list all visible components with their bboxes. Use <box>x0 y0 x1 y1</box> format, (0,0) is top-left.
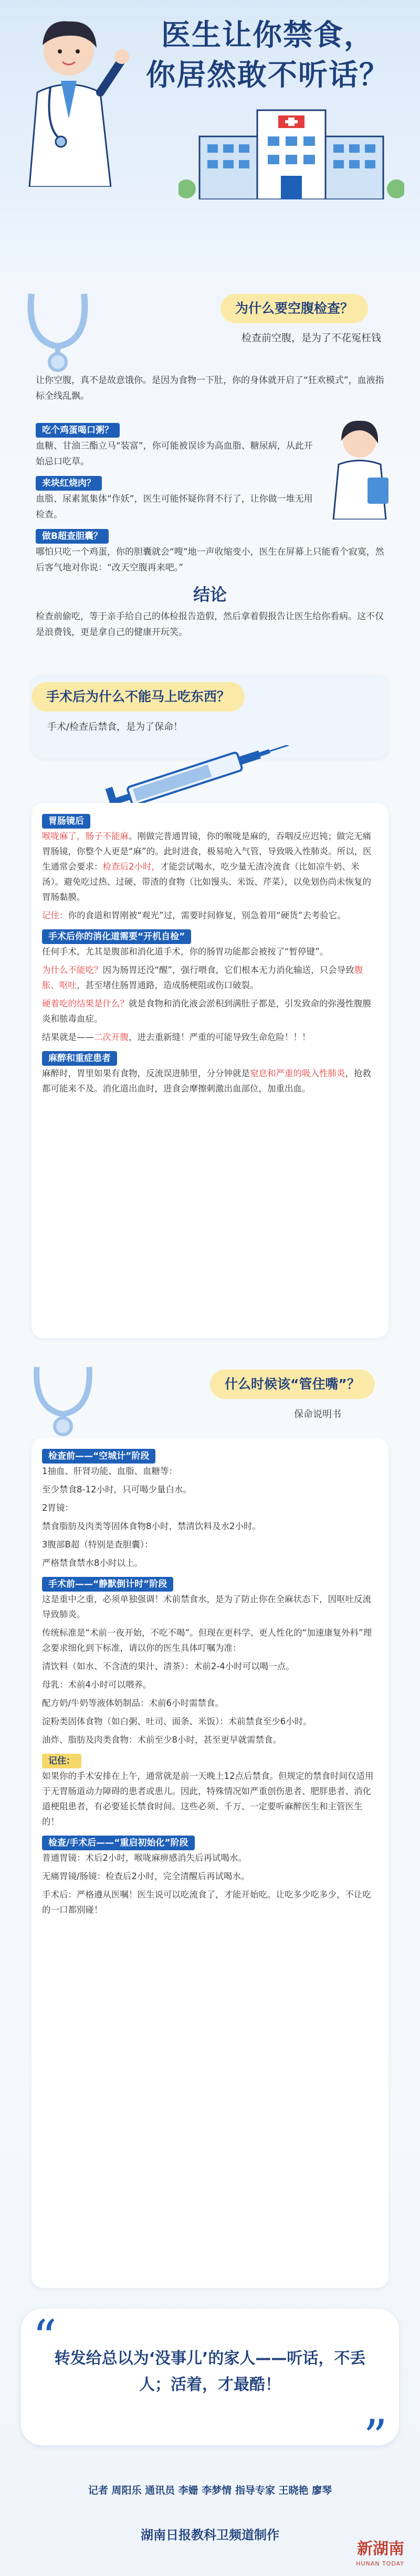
section2-item3-tag: 麻醉和重症患者 <box>42 1051 117 1066</box>
doctor-illustration <box>8 14 129 187</box>
section2-item2-text: 任何手术，尤其是腹部和消化道手术，你的肠胃功能都会被按了“暂停键”。 <box>42 947 329 957</box>
hospital-illustration <box>178 105 404 199</box>
credits: 记者 周阳乐 通讯员 李姗 李梦情 指导专家 王晓艳 廖琴 <box>88 2485 332 2496</box>
section3-item3-note: 如果你的手术安排在上午，通常就是前一天晚上12点后禁食。但规定的禁食时间仅适用于无胃肠道动力障碍的患者或患儿。因此，特殊情况如严重创伤患者、肥胖患者、消化道梗阻患者，有必要延长禁食时间。这些必须、千万、一定要听麻醉医生和主管医生的！ <box>42 1771 374 1827</box>
stethoscope-icon-2 <box>21 1359 116 1438</box>
section2-item2-q1-label: 为什么不能吃？ <box>42 965 103 975</box>
hero-title-line2: 你居然敢不听话？ <box>146 58 390 92</box>
section1-items <box>36 420 384 579</box>
section3-item1-l1: 1抽血、肝肾功能、血脂、血糖等： <box>42 1466 177 1476</box>
section2-item1-body: 。刚做完普通胃镜，你的喉咙是麻的，吞咽反应迟钝；做完无痛胃肠镜，你整个人更是“麻”的。此时进食，极易呛入气管，导致吸入性肺炎。所以，医生通常会要求： <box>42 831 372 872</box>
section2-item2-q1-red: 腹胀、呕吐 <box>42 965 363 990</box>
section2-item2-q3-end: ，进去重新缝！严重的可能导致生命危险！！！ <box>129 1032 311 1042</box>
stethoscope-icon <box>10 283 116 373</box>
section3-title: 什么时候该“管住嘴”？ <box>210 1370 375 1399</box>
section2-item3-body: 麻醉时，胃里如果有食物，反流误进肺里，分分钟就是 <box>42 1068 250 1078</box>
section3-item1-l2: 至少禁食8-12小时，只可喝少量白水。 <box>42 1485 192 1494</box>
section1-item3-text: 哪怕只吃一个鸡蛋，你的胆囊就会“嗖”地一声收缩变小，医生在屏幕上只能看个寂寞，然后客气地对你说：“改天空腹再来吧。” <box>36 547 384 573</box>
section3-item1-tag: 检查前——“空城计”阶段 <box>42 1449 155 1464</box>
close-quote-icon: ” <box>363 2410 387 2465</box>
section3-item1-l5: 3腹部B超（特别是查胆囊）： <box>42 1540 153 1550</box>
section2-item3-text <box>42 1066 378 1096</box>
hero-title <box>131 16 404 96</box>
section3-item4-l2: 无痛胃镜/肠镜：检查后2小时，完全清醒后再试喝水。 <box>42 1871 250 1881</box>
section3-item4-l3: 手术后：严格遵从医嘱！医生说可以吃流食了，才能开始吃。让吃多少吃多少，不让吃的一口都别碰！ <box>42 1890 371 1915</box>
logo-subtext: HUNAN TODAY <box>356 2560 404 2567</box>
section3-item1-l3: 2胃镜： <box>42 1503 74 1513</box>
section1-item3-tag: 做B超查胆囊？ <box>36 529 109 544</box>
section2-item2-q1-end: ，甚至堵住肠胃通路，造成肠梗阻或伤口破裂。 <box>77 980 259 990</box>
section2-item1-note-text: 你的食道和胃刚被“观光”过，需要时间修复，别急着用“硬货”去考验它。 <box>68 910 346 920</box>
section1-item2-text: 血脂、尿素氮集体“作妖”，医生可能怀疑你肾不行了，让你做一堆无用检查。 <box>36 494 313 520</box>
section3-subtitle: 保命说明书 <box>294 1409 341 1420</box>
conclusion-text: 检查前偷吃，等于亲手给自己的体检报告造假，然后拿着假报告让医生给你看病。这不仅是浪费钱，更是拿自己的健康开玩笑。 <box>36 611 384 638</box>
section3-item1-l6: 严格禁食禁水8小时以上。 <box>42 1558 143 1568</box>
section1-intro <box>36 373 384 407</box>
section2-item1-body2: 才能尝试喝水，吃少量无渣冷流食（比如凉牛奶、米汤）。避免吃过热、过硬、带渣的食物（比如馒头、米饭、芹菜），以免划伤尚未恢复的胃肠黏膜。 <box>42 862 371 902</box>
section2-item2-q3-red: 二次开腹 <box>94 1032 129 1042</box>
section2-item2-q1 <box>42 962 378 993</box>
section2-items <box>42 811 378 1099</box>
section2-item1-text <box>42 829 378 905</box>
section2-item1-tag: 胃肠镜后 <box>42 814 90 829</box>
section1-intro-text: 让你空腹，真不是故意饿你。是因为食物一下肚，你的身体就开启了“狂欢模式”，血液指标全线乱飘。 <box>36 375 384 401</box>
section1-item1-text: 血糖、甘油三酯立马“装富”，你可能被误诊为高血脂、糖尿病，从此开始忌口吃草。 <box>36 441 313 467</box>
open-quote-icon: “ <box>33 2310 57 2365</box>
section2-item2-tag: 手术后你的消化道需要“开机自检” <box>42 929 191 944</box>
section3-item3-tag: 记住： <box>42 1754 81 1768</box>
section3-item2-l7: 油炸、脂肪及肉类食物：术前至少8小时，甚至更早就需禁食。 <box>42 1735 281 1745</box>
section1-title: 为什么要空腹检查？ <box>220 294 368 323</box>
section2-item2-q2-text: 就是食物和消化液会淤积到满肚子都是，引发致命的弥漫性腹膜炎和脓毒血症。 <box>42 999 371 1024</box>
section3-item2-l6: 淀粉类固体食物（如白粥、吐司、面条、米饭）：术前禁食至少6小时。 <box>42 1716 312 1726</box>
section2-title: 手术后为什么不能马上吃东西？ <box>32 682 245 712</box>
section3-item2-l4: 母乳：术前4小时可以喂养。 <box>42 1680 152 1690</box>
section2-item2-q3 <box>42 1030 378 1045</box>
hero-banner <box>0 0 420 273</box>
section2-item2-q2-label: 硬着吃的结果是什么？ <box>42 999 129 1009</box>
made-by: 湖南日报教科卫频道制作 <box>141 2528 279 2542</box>
section1-item2-tag: 来块红烧肉？ <box>36 476 102 491</box>
section3-item4-tag: 检查/手术后——“重启初始化”阶段 <box>42 1836 195 1850</box>
section1-subtitle: 检查前空腹，是为了不花冤枉钱 <box>242 332 382 344</box>
section2-item1-hl1: 喉咙麻了， <box>42 831 86 841</box>
section3-item2-l2: 传统标准是“术前一夜开始，不吃不喝”。但现在更科学、更人性化的“加速康复外科”理念要求细化到下标准，请以你的医生具体叮嘱为准： <box>42 1628 372 1653</box>
section3-item1-l4: 禁食脂肪及肉类等固体食物8小时，禁清饮料及水2小时。 <box>42 1521 261 1531</box>
section2-item1-hl2: 肠子不能麻 <box>85 831 129 841</box>
logo-text: 新湖南 <box>357 2540 404 2558</box>
section2-item3-red: 窒息和严重的吸入性肺炎 <box>250 1068 345 1078</box>
syringe-icon <box>94 745 294 803</box>
hero-title-line1: 医生让你禁食， <box>161 18 374 52</box>
section2-subtitle: 手术/检查后禁食，是为了保命！ <box>47 722 183 733</box>
section3-item4-l1: 普通胃镜：术后2小时，喉咙麻痹感消失后再试喝水。 <box>42 1853 247 1863</box>
conclusion-title: 结论 <box>193 585 227 605</box>
section2-item2-q2 <box>42 996 378 1026</box>
section2-item2-q1-text: 因为肠胃还没“醒”，强行喂食，它们根本无力消化输送，只会导致 <box>102 965 354 975</box>
section3-item2-tag: 手术前——“静默倒计时”阶段 <box>42 1577 173 1592</box>
section2-item2-q3-label: 结果就是—— <box>42 1032 94 1042</box>
section2-item3-body2: ，抢救都可能来不及。消化道出血时，进食会摩擦刺激出血部位，加重出血。 <box>42 1068 371 1094</box>
section2-item1-hl3: 检查后2小时， <box>102 862 160 872</box>
section3-items <box>42 1446 378 1921</box>
quote-text: 转发给总以为‘没事儿’的家人——听话，不丢人；活着，才最酷！ <box>54 2349 366 2394</box>
section2-item1-note <box>42 908 378 923</box>
section3-item2-l3: 清饮料（如水、不含渣的果汁、清茶）：术前2-4小时可以喝一点。 <box>42 1661 295 1671</box>
quote-box <box>21 2309 399 2465</box>
brand-logo <box>336 2540 404 2571</box>
section1-item1-tag: 吃个鸡蛋喝口粥？ <box>36 423 120 438</box>
nurse-illustration <box>320 415 399 520</box>
section3-item2-l1: 这是重中之重，必须单独强调！术前禁食水，是为了防止你在全麻状态下，因呕吐反流导致肺炎。 <box>42 1594 371 1619</box>
section2-item1-note-label: 记住： <box>42 910 68 920</box>
section3-item2-l5: 配方奶/牛奶等液体奶制品：术前6小时需禁食。 <box>42 1698 224 1708</box>
